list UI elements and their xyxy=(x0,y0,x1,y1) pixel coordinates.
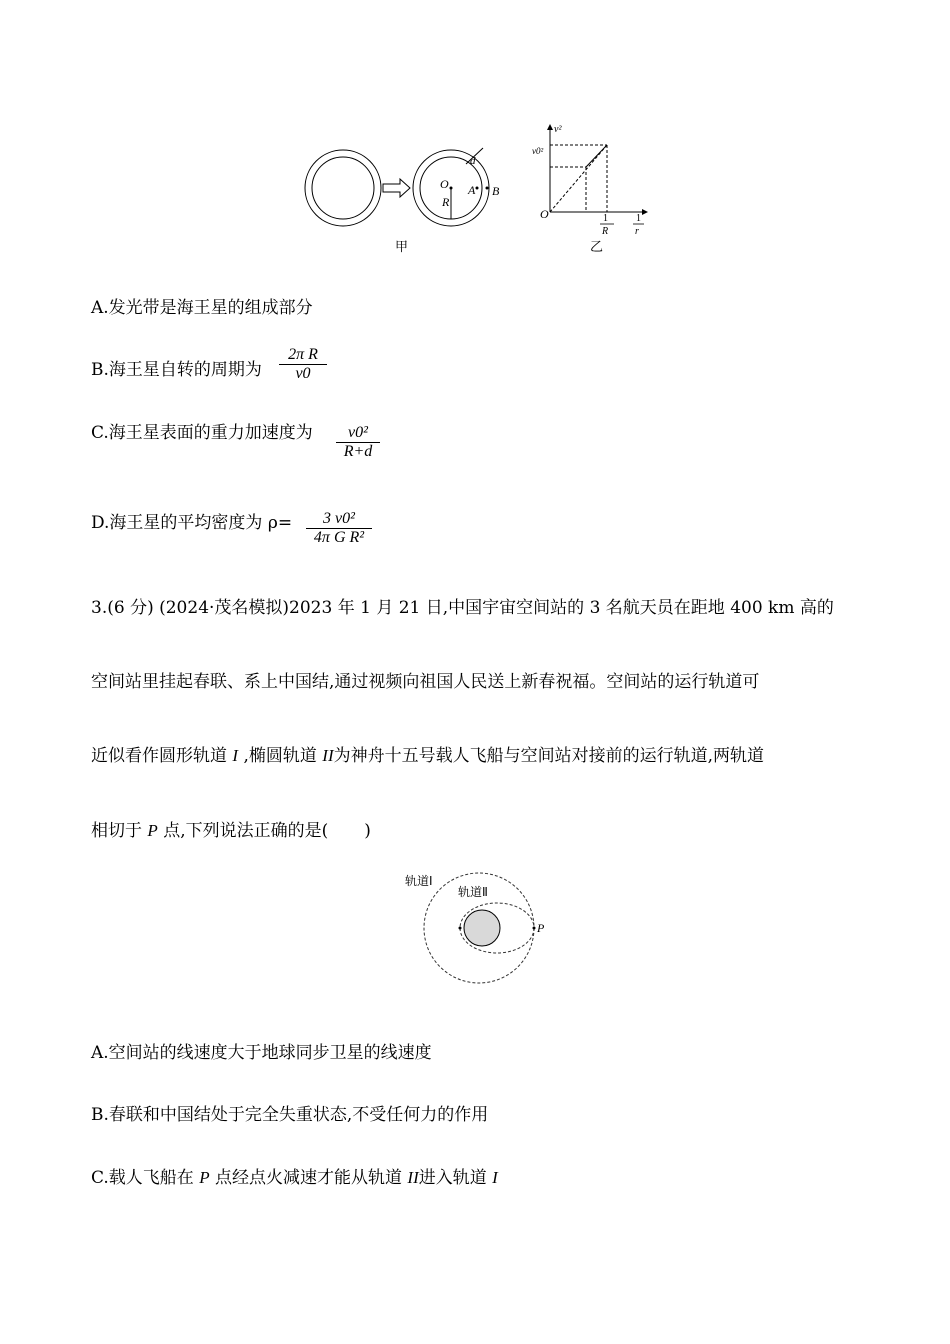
q2-option-c-fraction xyxy=(336,424,380,461)
arrow-right-icon xyxy=(383,179,410,197)
graph-y-tick: v0² xyxy=(532,146,544,156)
fraction-denominator: 4π G R² xyxy=(306,528,372,547)
graph-origin: O xyxy=(540,207,549,221)
q3-line-3: 近似看作圆形轨道 I ,椭圆轨道 II为神舟十五号载人飞船与空间站对接前的运行轨道,两轨道 xyxy=(91,746,765,766)
graph-x-tick-num: 1 xyxy=(603,213,608,224)
q2-option-b: B.海王星自转的周期为 xyxy=(91,360,262,380)
fraction-denominator: R+d xyxy=(336,442,380,461)
graph-x-tick-den: R xyxy=(602,226,609,237)
q2-option-d: D.海王星的平均密度为 ρ= xyxy=(91,513,293,533)
figure-orbits xyxy=(395,866,555,986)
point-P-label: P xyxy=(537,921,545,935)
earth xyxy=(464,910,500,946)
label-B: B xyxy=(492,184,500,198)
ring-inner-left xyxy=(312,157,374,219)
orbit-two-label: 轨道Ⅱ xyxy=(458,885,488,899)
q2-option-d-fraction xyxy=(306,510,372,547)
fraction-numerator: v0² xyxy=(348,424,368,441)
caption-jia: 甲 xyxy=(395,239,409,254)
q2-option-a: A.发光带是海王星的组成部分 xyxy=(91,298,313,318)
q3-line-2: 空间站里挂起春联、系上中国结,通过视频向祖国人民送上新春祝福。空间站的运行轨道可 xyxy=(91,672,760,692)
q3-option-c: C.载人飞船在 P 点经点火减速才能从轨道 II进入轨道 I xyxy=(91,1168,498,1188)
q2-option-c: C.海王星表面的重力加速度为 xyxy=(91,423,313,443)
figure-yi xyxy=(530,118,660,260)
label-R: R xyxy=(442,195,450,209)
fraction-numerator: 3 v0² xyxy=(323,510,355,527)
graph-y-label: v² xyxy=(554,124,562,135)
q3-option-a: A.空间站的线速度大于地球同步卫星的线速度 xyxy=(91,1043,432,1063)
graph-x-axis-den: r xyxy=(635,226,639,237)
label-A: A xyxy=(468,183,476,197)
figure-jia xyxy=(300,142,510,260)
q2-option-b-fraction xyxy=(279,346,327,383)
label-d: d xyxy=(470,155,476,167)
q3-option-b: B.春联和中国结处于完全失重状态,不受任何力的作用 xyxy=(91,1105,489,1125)
q3-line-1: 3.(6 分) (2024·茂名模拟)2023 年 1 月 21 日,中国宇宙空间站的 3 名航天员在距地 400 km 高的 xyxy=(91,598,834,618)
fraction-numerator: 2π R xyxy=(288,346,318,363)
label-O: O xyxy=(440,177,449,191)
ring-outer-left xyxy=(305,150,381,226)
orbit-one-label: 轨道Ⅰ xyxy=(405,874,433,888)
graph-x-axis-num: 1 xyxy=(636,213,641,224)
q3-line-4: 相切于 P 点,下列说法正确的是( ) xyxy=(91,821,371,841)
caption-yi: 乙 xyxy=(590,239,604,254)
fraction-denominator: v0 xyxy=(279,364,327,383)
